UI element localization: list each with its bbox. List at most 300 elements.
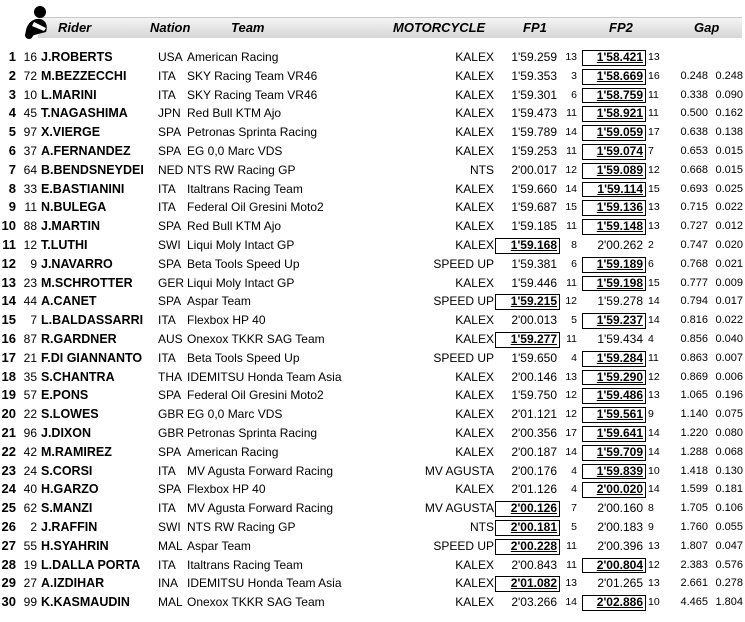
rider-number-cell: 22 bbox=[23, 407, 37, 422]
rider-name-cell: M.BEZZECCHI bbox=[41, 68, 127, 83]
fp1-lap-cell: 12 bbox=[565, 295, 577, 308]
nation-cell: JPN bbox=[158, 106, 181, 121]
position-cell: 7 bbox=[8, 161, 16, 177]
rider-name-cell: R.GARDNER bbox=[41, 331, 117, 346]
nation-cell: SPA bbox=[158, 444, 182, 459]
fp1-time-cell: 2'00.013 bbox=[511, 313, 557, 328]
rider-number-cell: 88 bbox=[23, 219, 37, 234]
rider-name-cell: B.BENDSNEYDEI bbox=[41, 162, 144, 177]
header-fp2: FP2 bbox=[609, 20, 633, 35]
gap-first-cell: 0.727 bbox=[680, 220, 708, 233]
fp2-time-cell: 2'02.886 bbox=[584, 593, 643, 612]
fp1-lap-cell: 12 bbox=[565, 408, 577, 421]
fp2-lap-cell: 10 bbox=[648, 596, 660, 609]
fp1-time-cell: 2'01.121 bbox=[511, 407, 557, 422]
position-cell: 8 bbox=[8, 180, 16, 196]
motorcycle-cell: KALEX bbox=[455, 576, 494, 591]
nation-cell: ITA bbox=[158, 313, 176, 328]
motorcycle-cell: KALEX bbox=[455, 425, 494, 440]
position-cell: 9 bbox=[8, 199, 16, 215]
team-cell: IDEMITSU Honda Team Asia bbox=[187, 369, 342, 384]
motorcycle-cell: SPEED UP bbox=[433, 538, 494, 553]
position-cell: 21 bbox=[1, 424, 16, 440]
fp1-lap-cell: 13 bbox=[565, 51, 577, 63]
team-cell: American Racing bbox=[187, 444, 279, 459]
fp2-time-cell: 1'59.089 bbox=[584, 161, 643, 180]
rider-name-cell: N.BULEGA bbox=[41, 200, 107, 215]
fp1-time-cell: 1'59.789 bbox=[511, 125, 557, 140]
motorcycle-cell: KALEX bbox=[455, 313, 494, 328]
table-row bbox=[0, 386, 745, 405]
fp1-lap-cell: 17 bbox=[565, 426, 577, 439]
gap-first-cell: 0.248 bbox=[680, 69, 708, 82]
table-row bbox=[0, 518, 745, 537]
fp2-time-cell: 1'59.148 bbox=[584, 217, 643, 236]
gap-first-cell: 1.065 bbox=[680, 389, 708, 402]
fp1-lap-cell: 4 bbox=[571, 483, 577, 496]
fp2-time-cell: 1'59.641 bbox=[584, 424, 643, 443]
fp1-lap-cell: 7 bbox=[571, 502, 577, 515]
fp2-time-cell: 2'01.265 bbox=[597, 576, 643, 591]
fp2-lap-cell: 12 bbox=[648, 558, 660, 571]
fp2-lap-cell: 10 bbox=[648, 464, 660, 477]
team-cell: Petronas Sprinta Racing bbox=[187, 125, 318, 140]
table-row bbox=[0, 104, 745, 123]
fp1-time-cell: 1'59.750 bbox=[511, 388, 557, 403]
nation-cell: GBR bbox=[158, 407, 185, 422]
nation-cell: GBR bbox=[158, 425, 185, 440]
motorcycle-cell: KALEX bbox=[455, 369, 494, 384]
fp2-time-cell: 2'00.396 bbox=[597, 538, 643, 553]
rider-number-cell: 64 bbox=[23, 162, 37, 177]
fp2-time-cell: 1'59.189 bbox=[584, 255, 643, 274]
team-cell: EG 0,0 Marc VDS bbox=[187, 407, 283, 422]
team-cell: MV Agusta Forward Racing bbox=[187, 501, 334, 516]
gap-previous-cell: 0.248 bbox=[715, 69, 743, 82]
fp1-time-cell: 1'59.168 bbox=[497, 236, 557, 255]
team-cell: Beta Tools Speed Up bbox=[187, 350, 300, 365]
fp1-time-cell: 1'59.473 bbox=[511, 106, 557, 121]
fp1-time-cell: 1'59.259 bbox=[511, 50, 557, 64]
table-row bbox=[0, 180, 745, 199]
gap-first-cell: 0.768 bbox=[680, 257, 708, 270]
nation-cell: ITA bbox=[158, 87, 176, 102]
gap-first-cell: 1.220 bbox=[680, 426, 708, 439]
table-row bbox=[0, 443, 745, 462]
gap-previous-cell: 0.068 bbox=[715, 445, 743, 458]
table-row bbox=[0, 86, 745, 105]
gap-first-cell: 0.777 bbox=[680, 276, 708, 289]
rider-name-cell: H.SYAHRIN bbox=[41, 538, 109, 553]
position-cell: 3 bbox=[8, 86, 16, 102]
fp1-time-cell: 2'00.843 bbox=[511, 557, 557, 572]
rider-name-cell: S.MANZI bbox=[41, 501, 93, 516]
rider-number-cell: 96 bbox=[23, 425, 37, 440]
team-cell: Liqui Moly Intact GP bbox=[187, 237, 295, 252]
nation-cell: ITA bbox=[158, 200, 176, 215]
motorcycle-cell: KALEX bbox=[455, 388, 494, 403]
rider-number-cell: 72 bbox=[23, 68, 37, 83]
gap-previous-cell: 0.022 bbox=[715, 201, 743, 214]
rider-name-cell: A.CANET bbox=[41, 294, 97, 309]
motorcycle-cell: NTS bbox=[470, 162, 494, 177]
fp2-lap-cell: 16 bbox=[648, 69, 660, 82]
team-cell: Federal Oil Gresini Moto2 bbox=[187, 200, 324, 215]
table-row bbox=[0, 142, 745, 161]
gap-previous-cell: 0.181 bbox=[715, 483, 743, 496]
gap-previous-cell: 0.055 bbox=[715, 520, 743, 533]
position-cell: 13 bbox=[1, 274, 16, 290]
nation-cell: THA bbox=[158, 369, 182, 384]
fp2-lap-cell: 2 bbox=[648, 238, 654, 251]
team-cell: Red Bull KTM Ajo bbox=[187, 219, 282, 234]
fp2-time-cell: 1'59.114 bbox=[584, 180, 643, 199]
fp1-lap-cell: 11 bbox=[566, 332, 577, 345]
fp1-time-cell: 2'01.126 bbox=[511, 482, 557, 497]
fp1-time-cell: 1'59.353 bbox=[511, 68, 557, 83]
fp1-time-cell: 2'00.356 bbox=[511, 425, 557, 440]
nation-cell: SPA bbox=[158, 388, 182, 403]
fp2-lap-cell: 11 bbox=[648, 107, 659, 120]
fp2-lap-cell: 13 bbox=[648, 577, 660, 590]
rider-name-cell: L.DALLA PORTA bbox=[41, 557, 141, 572]
fp2-lap-cell: 11 bbox=[648, 88, 659, 101]
team-cell: Liqui Moly Intact GP bbox=[187, 275, 295, 290]
fp1-lap-cell: 8 bbox=[571, 238, 577, 251]
fp2-lap-cell: 14 bbox=[648, 295, 660, 308]
gap-previous-cell: 0.106 bbox=[715, 502, 743, 515]
fp1-time-cell: 1'59.687 bbox=[511, 200, 557, 215]
rider-number-cell: 19 bbox=[23, 557, 37, 572]
header-fp1: FP1 bbox=[523, 20, 547, 35]
gap-previous-cell: 0.278 bbox=[715, 577, 743, 590]
rider-name-cell: M.SCHROTTER bbox=[41, 275, 133, 290]
nation-cell: ITA bbox=[158, 350, 176, 365]
rider-name-cell: L.BALDASSARRI bbox=[41, 313, 144, 328]
fp1-lap-cell: 4 bbox=[571, 351, 577, 364]
rider-number-cell: 99 bbox=[23, 595, 37, 610]
fp1-lap-cell: 14 bbox=[565, 445, 577, 458]
fp1-lap-cell: 11 bbox=[566, 276, 577, 289]
rider-name-cell: J.DIXON bbox=[41, 425, 92, 440]
gap-previous-cell: 0.021 bbox=[715, 257, 743, 270]
rider-number-cell: 24 bbox=[23, 463, 37, 478]
team-cell: MV Agusta Forward Racing bbox=[187, 463, 334, 478]
gap-first-cell: 0.500 bbox=[680, 107, 708, 120]
results-table bbox=[0, 48, 745, 612]
position-cell: 29 bbox=[1, 575, 16, 591]
header-motorcycle: MOTORCYCLE bbox=[393, 20, 486, 35]
nation-cell: USA bbox=[158, 50, 183, 64]
gap-previous-cell: 0.020 bbox=[715, 238, 743, 251]
fp2-lap-cell: 8 bbox=[648, 502, 654, 515]
gap-first-cell: 1.705 bbox=[680, 502, 708, 515]
nation-cell: SPA bbox=[158, 294, 182, 309]
table-row bbox=[0, 161, 745, 180]
motorcycle-cell: KALEX bbox=[455, 482, 494, 497]
fp1-lap-cell: 14 bbox=[565, 182, 577, 195]
fp2-time-cell: 2'00.020 bbox=[584, 480, 643, 499]
position-cell: 5 bbox=[8, 124, 16, 140]
rider-number-cell: 37 bbox=[23, 143, 37, 158]
fp1-time-cell: 1'59.650 bbox=[511, 350, 557, 365]
gap-first-cell: 0.715 bbox=[680, 201, 708, 214]
position-cell: 27 bbox=[1, 537, 16, 553]
table-row bbox=[0, 499, 745, 518]
gap-first-cell: 0.869 bbox=[680, 370, 708, 383]
fp2-lap-cell: 13 bbox=[648, 389, 660, 402]
rider-number-cell: 42 bbox=[23, 444, 37, 459]
rider-name-cell: T.NAGASHIMA bbox=[41, 106, 128, 121]
rider-name-cell: K.KASMAUDIN bbox=[41, 595, 130, 610]
fp2-lap-cell: 6 bbox=[648, 257, 654, 270]
nation-cell: SPA bbox=[158, 482, 182, 497]
fp1-time-cell: 1'59.215 bbox=[497, 292, 557, 311]
rider-number-cell: 55 bbox=[23, 538, 37, 553]
team-cell: Italtrans Racing Team bbox=[187, 181, 303, 196]
gap-first-cell: 0.668 bbox=[680, 163, 708, 176]
rider-number-cell: 10 bbox=[23, 87, 37, 102]
nation-cell: ITA bbox=[158, 181, 176, 196]
gap-previous-cell: 0.047 bbox=[715, 539, 743, 552]
fp1-time-cell: 2'00.176 bbox=[511, 463, 557, 478]
position-cell: 26 bbox=[1, 518, 16, 534]
gap-first-cell: 0.816 bbox=[680, 314, 708, 327]
nation-cell: ITA bbox=[158, 463, 176, 478]
gap-previous-cell: 0.025 bbox=[715, 182, 743, 195]
fp1-time-cell: 1'59.277 bbox=[497, 330, 557, 349]
position-cell: 14 bbox=[1, 293, 16, 309]
motorcycle-cell: KALEX bbox=[455, 125, 494, 140]
gap-first-cell: 0.856 bbox=[680, 332, 708, 345]
team-cell: Onexox TKKR SAG Team bbox=[187, 331, 325, 346]
rider-name-cell: X.VIERGE bbox=[41, 125, 101, 140]
fp1-time-cell: 1'59.446 bbox=[511, 275, 557, 290]
nation-cell: GER bbox=[158, 275, 185, 290]
team-cell: Federal Oil Gresini Moto2 bbox=[187, 388, 324, 403]
gap-first-cell: 2.661 bbox=[680, 577, 708, 590]
fp1-lap-cell: 6 bbox=[571, 257, 577, 270]
rider-number-cell: 11 bbox=[24, 200, 37, 215]
header-rider: Rider bbox=[58, 20, 92, 35]
fp2-lap-cell: 13 bbox=[648, 201, 660, 214]
gap-first-cell: 1.288 bbox=[680, 445, 708, 458]
fp2-lap-cell: 17 bbox=[648, 126, 660, 139]
table-row bbox=[0, 311, 745, 330]
fp2-time-cell: 1'58.759 bbox=[584, 86, 643, 105]
fp2-lap-cell: 11 bbox=[648, 351, 659, 364]
fp2-time-cell: 1'59.074 bbox=[584, 142, 643, 161]
team-cell: NTS RW Racing GP bbox=[187, 519, 296, 534]
gap-first-cell: 1.599 bbox=[680, 483, 708, 496]
fp2-time-cell: 1'59.278 bbox=[597, 294, 643, 309]
fp1-lap-cell: 14 bbox=[565, 596, 577, 609]
gap-first-cell: 0.863 bbox=[680, 351, 708, 364]
table-row bbox=[0, 217, 745, 236]
table-row bbox=[0, 349, 745, 368]
nation-cell: MAL bbox=[158, 538, 183, 553]
fp1-lap-cell: 14 bbox=[565, 126, 577, 139]
motorcycle-cell: KALEX bbox=[455, 106, 494, 121]
rider-number-cell: 2 bbox=[30, 519, 37, 534]
table-row bbox=[0, 368, 745, 387]
gap-previous-cell: 0.022 bbox=[715, 314, 743, 327]
rider-name-cell: H.GARZO bbox=[41, 482, 99, 497]
position-cell: 17 bbox=[1, 349, 16, 365]
rider-number-cell: 57 bbox=[23, 388, 37, 403]
rider-number-cell: 87 bbox=[23, 331, 37, 346]
table-row bbox=[0, 480, 745, 499]
fp1-time-cell: 1'59.185 bbox=[511, 219, 557, 234]
motorcycle-cell: KALEX bbox=[455, 181, 494, 196]
fp2-time-cell: 1'59.709 bbox=[584, 443, 643, 462]
rider-number-cell: 33 bbox=[23, 181, 37, 196]
fp1-time-cell: 1'59.660 bbox=[511, 181, 557, 196]
motorcycle-cell: KALEX bbox=[455, 331, 494, 346]
fp2-time-cell: 2'00.262 bbox=[597, 237, 643, 252]
rider-name-cell: S.LOWES bbox=[41, 407, 99, 422]
position-cell: 11 bbox=[2, 236, 16, 252]
gap-first-cell: 2.383 bbox=[680, 558, 708, 571]
team-cell: Onexox TKKR SAG Team bbox=[187, 595, 325, 610]
fp2-lap-cell: 13 bbox=[648, 220, 660, 233]
gap-first-cell: 0.693 bbox=[680, 182, 708, 195]
gap-previous-cell: 0.007 bbox=[715, 351, 743, 364]
fp1-lap-cell: 13 bbox=[565, 370, 577, 383]
fp2-time-cell: 2'00.183 bbox=[597, 519, 643, 534]
fp2-time-cell: 1'59.434 bbox=[597, 331, 643, 346]
position-cell: 28 bbox=[1, 556, 16, 572]
motorcycle-cell: KALEX bbox=[455, 68, 494, 83]
rider-number-cell: 44 bbox=[23, 294, 37, 309]
nation-cell: SWI bbox=[158, 519, 181, 534]
rider-name-cell: E.BASTIANINI bbox=[41, 181, 125, 196]
fp2-time-cell: 1'59.561 bbox=[584, 405, 643, 424]
team-cell: Red Bull KTM Ajo bbox=[187, 106, 282, 121]
fp2-lap-cell: 12 bbox=[648, 370, 660, 383]
gap-previous-cell: 0.006 bbox=[715, 370, 743, 383]
motorcycle-cell: KALEX bbox=[455, 50, 494, 64]
team-cell: Aspar Team bbox=[187, 538, 251, 553]
fp2-lap-cell: 7 bbox=[648, 144, 654, 157]
motorcycle-cell: KALEX bbox=[455, 595, 494, 610]
fp1-time-cell: 2'00.228 bbox=[497, 537, 557, 556]
rider-number-cell: 62 bbox=[23, 501, 37, 516]
gap-previous-cell: 0.012 bbox=[715, 220, 743, 233]
fp2-time-cell: 1'59.284 bbox=[584, 349, 643, 368]
gap-first-cell: 0.338 bbox=[680, 88, 708, 101]
motorcycle-cell: KALEX bbox=[455, 219, 494, 234]
gap-first-cell: 1.807 bbox=[680, 539, 708, 552]
motorcycle-cell: KALEX bbox=[455, 275, 494, 290]
team-cell: Beta Tools Speed Up bbox=[187, 256, 300, 271]
fp1-lap-cell: 3 bbox=[571, 69, 577, 82]
gap-previous-cell: 0.017 bbox=[715, 295, 743, 308]
team-cell: NTS RW Racing GP bbox=[187, 162, 296, 177]
table-row bbox=[0, 574, 745, 593]
fp2-lap-cell: 9 bbox=[648, 520, 654, 533]
motorcycle-cell: KALEX bbox=[455, 143, 494, 158]
team-cell: EG 0,0 Marc VDS bbox=[187, 143, 283, 158]
position-cell: 22 bbox=[1, 443, 16, 459]
position-cell: 6 bbox=[8, 142, 16, 158]
table-row bbox=[0, 537, 745, 556]
table-row bbox=[0, 236, 745, 255]
fp1-time-cell: 2'01.082 bbox=[497, 574, 557, 593]
motorcycle-cell: KALEX bbox=[455, 237, 494, 252]
nation-cell: ITA bbox=[158, 557, 176, 572]
motorcycle-cell: KALEX bbox=[455, 407, 494, 422]
fp1-time-cell: 2'00.181 bbox=[497, 518, 557, 537]
fp2-lap-cell: 13 bbox=[648, 539, 660, 552]
fp1-lap-cell: 13 bbox=[565, 577, 577, 590]
fp2-lap-cell: 4 bbox=[648, 332, 654, 345]
gap-previous-cell: 0.015 bbox=[715, 163, 743, 176]
fp1-time-cell: 1'59.381 bbox=[511, 256, 557, 271]
table-row bbox=[0, 48, 745, 67]
gap-previous-cell: 0.576 bbox=[715, 558, 743, 571]
motorcycle-cell: SPEED UP bbox=[433, 350, 494, 365]
fp1-lap-cell: 15 bbox=[565, 201, 577, 214]
gap-previous-cell: 0.080 bbox=[715, 426, 743, 439]
position-cell: 25 bbox=[1, 500, 16, 516]
table-row bbox=[0, 593, 745, 612]
fp1-lap-cell: 11 bbox=[566, 539, 577, 552]
rider-number-cell: 35 bbox=[23, 369, 37, 384]
fp1-lap-cell: 5 bbox=[571, 314, 577, 327]
motorcycle-cell: MV AGUSTA bbox=[424, 463, 494, 478]
position-cell: 10 bbox=[1, 218, 16, 234]
nation-cell: SPA bbox=[158, 143, 182, 158]
motorcycle-cell: KALEX bbox=[455, 444, 494, 459]
fp2-lap-cell: 12 bbox=[648, 163, 660, 176]
gap-first-cell: 1.418 bbox=[680, 464, 708, 477]
position-cell: 1 bbox=[8, 49, 16, 64]
rider-name-cell: A.FERNANDEZ bbox=[41, 143, 131, 158]
position-cell: 20 bbox=[1, 406, 16, 422]
rider-number-cell: 16 bbox=[23, 50, 37, 64]
fp2-lap-cell: 13 bbox=[648, 51, 660, 63]
fp1-time-cell: 2'00.017 bbox=[511, 162, 557, 177]
motorcycle-cell: MV AGUSTA bbox=[424, 501, 494, 516]
team-cell: IDEMITSU Honda Team Asia bbox=[187, 576, 342, 591]
nation-cell: ITA bbox=[158, 501, 176, 516]
rider-number-cell: 45 bbox=[23, 106, 37, 121]
position-cell: 23 bbox=[1, 462, 16, 478]
motorcycle-rider-icon bbox=[20, 4, 54, 40]
gap-previous-cell: 0.138 bbox=[715, 126, 743, 139]
fp1-time-cell: 2'00.187 bbox=[511, 444, 557, 459]
motorcycle-cell: NTS bbox=[470, 519, 494, 534]
table-row bbox=[0, 462, 745, 481]
fp2-time-cell: 1'59.839 bbox=[584, 462, 643, 481]
nation-cell: MAL bbox=[158, 595, 183, 610]
team-cell: Italtrans Racing Team bbox=[187, 557, 303, 572]
motorcycle-cell: KALEX bbox=[455, 557, 494, 572]
table-row bbox=[0, 274, 745, 293]
nation-cell: SPA bbox=[158, 125, 182, 140]
table-row bbox=[0, 255, 745, 274]
fp2-lap-cell: 14 bbox=[648, 426, 660, 439]
fp2-time-cell: 1'58.669 bbox=[584, 67, 643, 86]
nation-cell: ITA bbox=[158, 68, 176, 83]
position-cell: 30 bbox=[1, 594, 16, 610]
table-row bbox=[0, 556, 745, 575]
rider-name-cell: S.CHANTRA bbox=[41, 369, 115, 384]
fp2-time-cell: 2'00.804 bbox=[584, 556, 643, 575]
team-cell: SKY Racing Team VR46 bbox=[187, 68, 318, 83]
fp1-lap-cell: 11 bbox=[566, 220, 577, 233]
